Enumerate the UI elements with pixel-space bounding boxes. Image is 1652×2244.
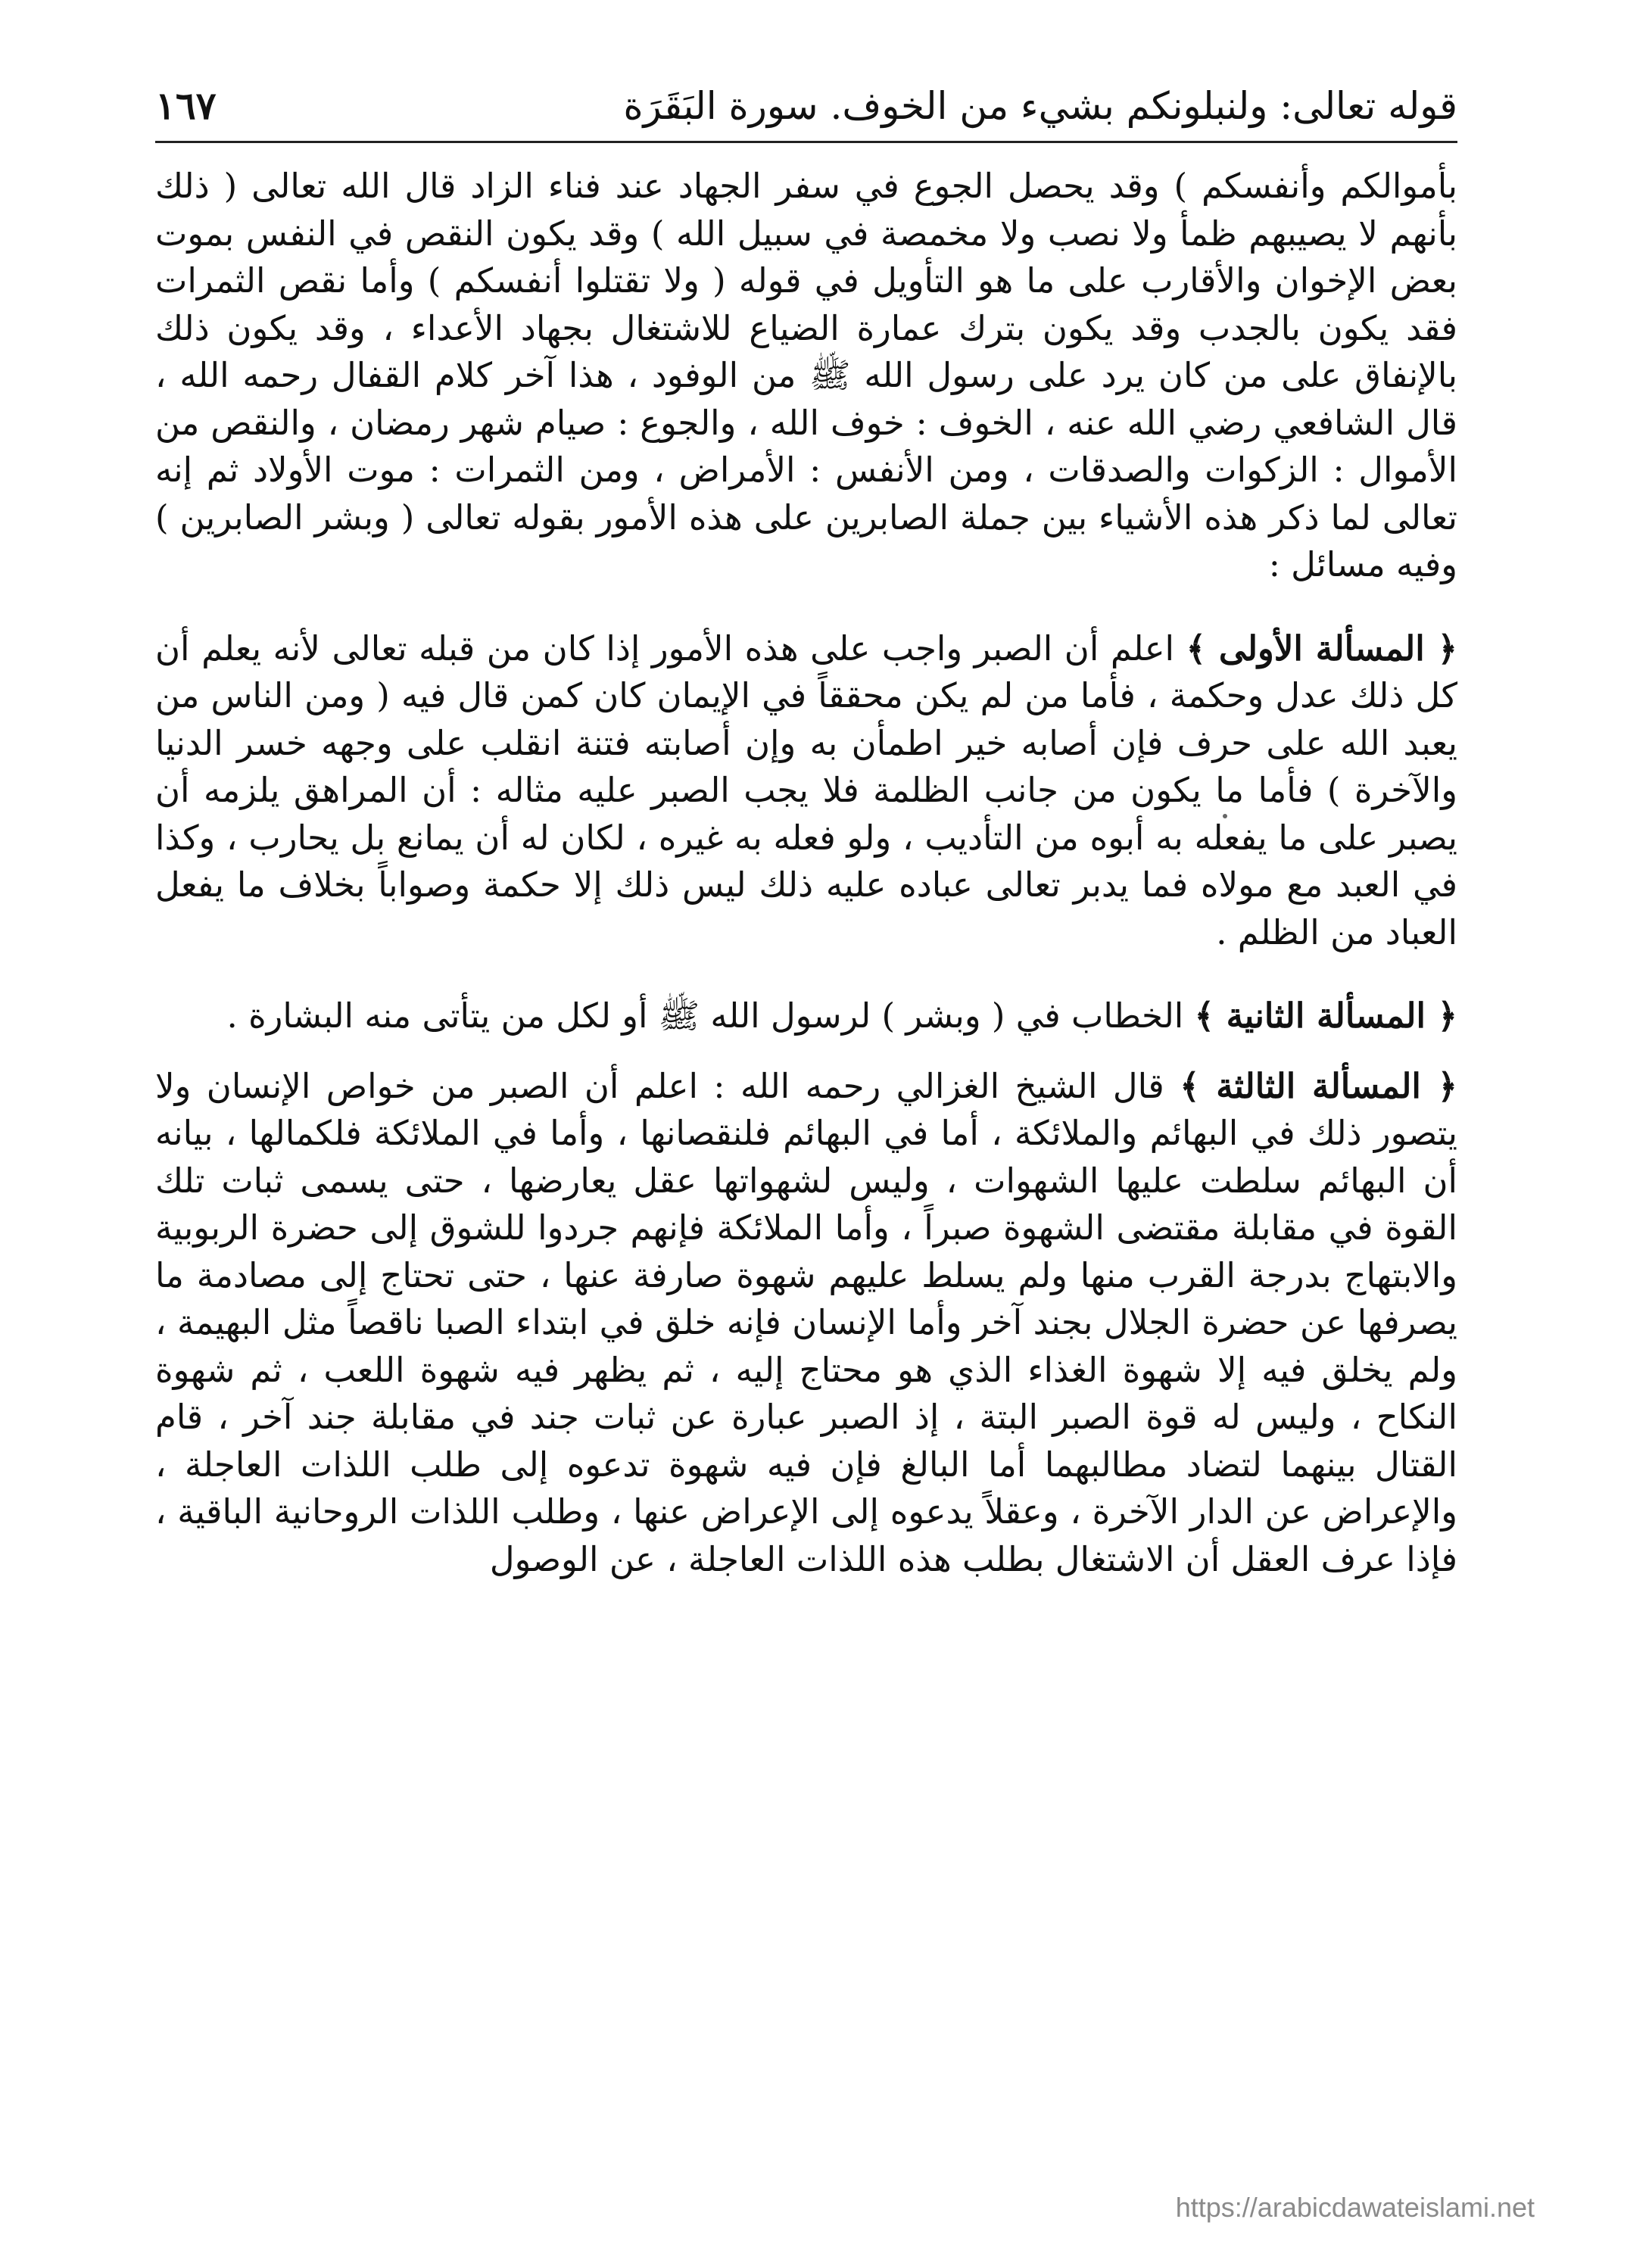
header-title: قوله تعالى: ولنبلونكم بشيء من الخوف. سورة البَقَرَة [623,84,1457,128]
issue-1-paragraph [155,625,1457,957]
intro-paragraph: بأموالكم وأنفسكم ) وقد يحصل الجوع في سفر الجهاد عند فناء الزاد قال الله تعالى ( ذلك بأنهم لا يصيبهم ظمأ ولا نصب ولا مخمصة في سبيل الله ) وقد يكون النقص في النفس بموت بعض الإخوان والأقارب على ما هو التأويل في قوله ( ولا تقتلوا أنفسكم ) وأما نقص الثمرات فقد يكون بالجدب وقد يكون بترك عمارة الضياع للاشتغال بجهاد الأعداء ، وقد يكون ذلك بالإنفاق على من كان يرد على رسول الله ﷺ من الوفود ، هذا آخر كلام القفال رحمه الله ، قال الشافعي رضي الله عنه ، الخوف : خوف الله ، والجوع : صيام شهر رمضان ، والنقص من الأموال : الزكوات والصدقات ، ومن الأنفس : الأمراض ، ومن الثمرات : موت الأولاد ثم إنه تعالى لما ذكر هذه الأشياء بين جملة الصابرين على هذه الأمور بقوله تعالى ( وبشر الصابرين ) وفيه مسائل : [155,166,1457,584]
spacer [155,589,1457,625]
issue-1-title: ﴿ المسألة الأولى ﴾ [1186,628,1457,669]
page-number: ١٦٧ [155,83,217,128]
issue-3-paragraph [155,1063,1457,1584]
page-body [155,163,1457,1583]
source-watermark: https://arabicdawateislami.net [1175,2192,1535,2223]
issue-2-text: الخطاب في ( وبشر ) لرسول الله ﷺ أو لكل من يتأتى منه البشارة . [226,996,1184,1036]
issue-1-text: اعلم أن الصبر واجب على هذه الأمور إذا كان من قبله تعالى لأنه يعلم أن كل ذلك عدل وحكمة ، فأما من لم يكن محققاً في الإيمان كان كمن قال فيه ( ومن الناس من يعبد الله على حرف فإن أصابه خير اطمأن به وإن أصابته فتنة انقلب على وجهه خسر الدنيا والآخرة ) فأما ما يكون من جانب الظلمة فلا يجب الصبر عليه مثاله : أن المراهق يلزمه أن يصبر على ما يفعله به أبوه من التأديب ، ولو فعله به غيره ، لكان له أن يمانع بل يحارب ، وكذا في العبد مع مولاه فما يدبر تعالى عباده عليه ذلك ليس ذلك إلا حكمة وصواباً بخلاف ما يفعل العباد من الظلم . [155,628,1457,952]
issue-2-title: ﴿ المسألة الثانية ﴾ [1194,996,1457,1036]
issue-2-paragraph [155,993,1457,1040]
issue-3-title: ﴿ المسألة الثالثة ﴾ [1180,1065,1458,1106]
issue-3-text: قال الشيخ الغزالي رحمه الله : اعلم أن الصبر من خواص الإنسان ولا يتصور ذلك في البهائم والملائكة ، أما في البهائم فلنقصانها ، وأما في الملائكة فلكمالها ، بيانه أن البهائم سلطت عليها الشهوات ، وليس لشهواتها عقل يعارضها ، حتى يسمى ثبات تلك القوة في مقابلة مقتضى الشهوة صبراً ، وأما الملائكة فإنهم جردوا للشوق إلى حضرة الربوبية والابتهاج بدرجة القرب منها ولم يسلط عليهم شهوة صارفة عنها ، حتى تحتاج إلى مصادمة ما يصرفها عن حضرة الجلال بجند آخر وأما الإنسان فإنه خلق في ابتداء الصبا ناقصاً مثل البهيمة ، ولم يخلق فيه إلا شهوة الغذاء الذي هو محتاج إليه ، ثم يظهر فيه شهوة اللعب ، ثم شهوة النكاح ، وليس له قوة الصبر البتة ، إذ الصبر عبارة عن ثبات جند في مقابلة جند آخر ، قام القتال بينهما لتضاد مطالبهما أما البالغ فإن فيه شهوة تدعوه إلى طلب اللذات العاجلة ، والإعراض عن الدار الآخرة ، وعقلاً يدعوه إلى الإعراض عنها ، وطلب اللذات الروحانية الباقية ، فإذا عرف العقل أن الاشتغال بطلب هذه اللذات العاجلة ، عن الوصول [155,1065,1457,1579]
header-divider [155,141,1457,143]
running-header [155,76,1457,136]
spacer [155,956,1457,993]
spacer [155,1040,1457,1063]
